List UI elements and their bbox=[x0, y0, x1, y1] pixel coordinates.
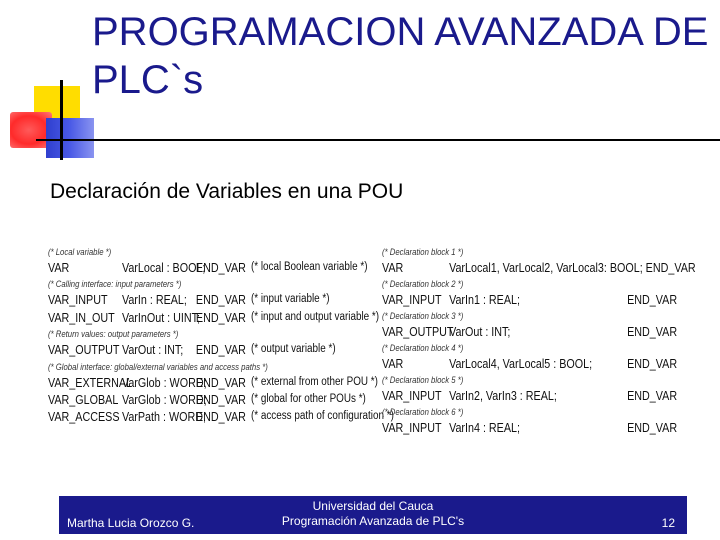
code-token: END_VAR bbox=[627, 421, 678, 435]
code-token: VAR_GLOBAL bbox=[48, 393, 119, 407]
title-divider bbox=[36, 139, 720, 141]
slide-title-line1: PROGRAMACION AVANZADA DE bbox=[92, 10, 709, 54]
code-token: (* external from other POU *) bbox=[250, 376, 378, 388]
code-token: VarInOut : UINT; bbox=[121, 311, 201, 325]
code-token: END_VAR bbox=[195, 376, 246, 390]
code-token: VarGlob : WORD; bbox=[121, 393, 207, 407]
code-token: END_VAR bbox=[195, 410, 246, 424]
code-token: END_VAR bbox=[195, 293, 246, 307]
footer-page-number: 12 bbox=[661, 516, 675, 530]
code-token: END_VAR bbox=[627, 389, 678, 403]
code-token: VarGlob : WORD; bbox=[121, 376, 207, 390]
code-token: VarOut : INT; bbox=[449, 325, 511, 339]
code-token: END_VAR bbox=[627, 357, 678, 371]
code-token: END_VAR bbox=[195, 311, 246, 325]
code-comment: (* Global interface: global/external variables and access paths *) bbox=[48, 362, 268, 372]
code-token: VarIn : REAL; bbox=[121, 293, 187, 307]
code-token: (* global for other POUs *) bbox=[250, 393, 366, 405]
code-token: VAR_INPUT bbox=[382, 389, 442, 403]
slide-subtitle: Declaración de Variables en una POU bbox=[50, 180, 404, 203]
code-comment: (* Calling interface: input parameters *) bbox=[48, 279, 182, 289]
left-code-listing bbox=[48, 247, 394, 437]
logo-vertical-line bbox=[60, 80, 63, 160]
code-comment: (* Declaration block 1 *) bbox=[382, 247, 464, 257]
code-token: VAR_EXTERNAL bbox=[48, 376, 133, 390]
footer-university: Universidad del Cauca bbox=[312, 499, 434, 513]
code-token: (* local Boolean variable *) bbox=[250, 261, 368, 273]
code-token: VAR bbox=[382, 261, 404, 275]
code-token: VarIn4 : REAL; bbox=[449, 421, 520, 435]
code-token: VAR_INPUT bbox=[382, 421, 442, 435]
footer-center bbox=[59, 499, 687, 529]
code-token: VAR_OUTPUT bbox=[48, 343, 120, 357]
code-token: VarLocal4, VarLocal5 : BOOL; bbox=[449, 357, 593, 371]
code-token: (* access path of configuration *) bbox=[250, 410, 394, 422]
code-token: (* input and output variable *) bbox=[250, 311, 380, 323]
code-comment: (* Local variable *) bbox=[48, 247, 112, 257]
footer-course: Programación Avanzada de PLC's bbox=[281, 514, 465, 528]
code-comment: (* Declaration block 4 *) bbox=[382, 343, 464, 353]
code-token: END_VAR bbox=[627, 293, 678, 307]
code-token: VarIn2, VarIn3 : REAL; bbox=[449, 389, 557, 403]
code-token: END_VAR bbox=[195, 343, 246, 357]
code-token: VAR bbox=[48, 261, 70, 275]
code-token: VAR_INPUT bbox=[48, 293, 108, 307]
code-token: VarLocal1, VarLocal2, VarLocal3: BOOL; END_VAR bbox=[449, 261, 696, 275]
footer-bar bbox=[59, 496, 687, 534]
logo-blue-square bbox=[46, 118, 94, 158]
code-token: END_VAR bbox=[627, 325, 678, 339]
right-code-listing bbox=[382, 247, 709, 437]
code-comment: (* Declaration block 6 *) bbox=[382, 407, 464, 417]
code-token: (* output variable *) bbox=[250, 343, 336, 355]
code-token: VAR bbox=[382, 357, 404, 371]
code-token: VarPath : WORD; bbox=[121, 410, 206, 424]
code-comment: (* Declaration block 3 *) bbox=[382, 311, 464, 321]
code-comment: (* Declaration block 5 *) bbox=[382, 375, 464, 385]
code-token: VarLocal : BOOL; bbox=[121, 261, 206, 275]
slide-title bbox=[92, 8, 712, 104]
code-token: VAR_OUTPUT bbox=[382, 325, 454, 339]
code-token: (* input variable *) bbox=[250, 293, 330, 305]
code-token: END_VAR bbox=[195, 261, 246, 275]
code-token: VarOut : INT; bbox=[121, 343, 184, 357]
code-token: VarIn1 : REAL; bbox=[449, 293, 520, 307]
code-token: VAR_ACCESS bbox=[48, 410, 120, 424]
code-comment: (* Return values: output parameters *) bbox=[48, 329, 179, 339]
code-comment: (* Declaration block 2 *) bbox=[382, 279, 464, 289]
code-token: END_VAR bbox=[195, 393, 246, 407]
code-token: VAR_IN_OUT bbox=[48, 311, 115, 325]
slide-title-line2: PLC`s bbox=[92, 58, 204, 102]
code-token: VAR_INPUT bbox=[382, 293, 442, 307]
footer-author: Martha Lucia Orozco G. bbox=[67, 516, 195, 530]
